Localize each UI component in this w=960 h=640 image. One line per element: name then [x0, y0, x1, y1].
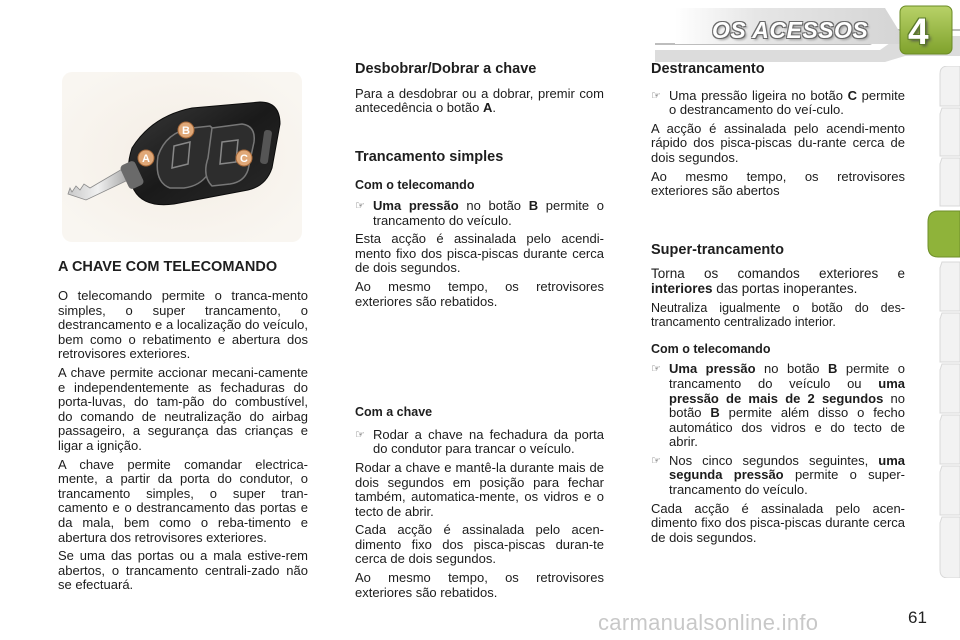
button-c-label: C: [240, 153, 248, 165]
key-lock-paragraph-2: Cada acção é assinalada pelo acen-dimento fixo dos pisca-piscas duran-te cerca de dois segundos.: [355, 522, 604, 567]
bullet-super-lock-1: ☞ Uma pressão no botão B permite o trancamento do veículo ou uma pressão de mais de 2 segundos no botão B permite além disso o fecho automático dos vidros e do tecto de abrir.: [651, 361, 905, 450]
section-heading-unlock: Destrancamento: [651, 61, 765, 77]
remote-key-illustration: [62, 72, 302, 242]
remote-lock-paragraph-1: Esta acção é assinalada pelo acendi-mento fixo dos pisca-piscas durante cerca de dois segundos.: [355, 231, 604, 276]
subheading-super-remote: Com o telecomando: [651, 341, 771, 356]
intro-paragraph-1: O telecomando permite o tranca-mento simples, o super trancamento, o destrancamento e a localização do veículo, bem como o rebatimento e abertura dos retrovisores exteriores.: [58, 288, 308, 362]
page-number: 61: [908, 608, 927, 627]
section-heading-super-lock: Super-trancamento: [651, 241, 784, 258]
bullet-key-lock: ☞ Rodar a chave na fechadura da porta do condutor para trancar o veículo.: [355, 426, 604, 457]
remote-lock-paragraph-2: Ao mesmo tempo, os retrovisores exteriores são rebatidos.: [355, 278, 604, 309]
intro-paragraph-3: A chave permite comandar electrica-mente, a partir da porta do condutor, o trancamento simples, o super tran-camento e o destrancamento das portas e da mala, bem como o reba-timento e abertura dos retrovisores exteriores.: [58, 456, 308, 545]
locking-column: [355, 62, 604, 604]
unfold-paragraph: Para a desdobrar ou a dobrar, premir com antecedência o botão A.: [355, 85, 604, 116]
pointing-hand-icon: ☞: [651, 89, 661, 102]
chapter-side-tabs: [926, 66, 960, 578]
bullet-remote-unlock: ☞ Uma pressão ligeira no botão C permite o destrancamento do veí-culo.: [651, 87, 905, 118]
bullet-super-lock-2: ☞ Nos cinco segundos seguintes, uma segunda pressão permite o super-trancamento do veículo.: [651, 452, 905, 498]
intro-column: [58, 260, 308, 597]
super-lock-paragraph-2: Neutraliza igualmente o botão do des-trancamento centralizado interior.: [651, 300, 905, 330]
unlock-paragraph-2: Ao mesmo tempo, os retrovisores exteriores são abertos: [651, 168, 905, 199]
unlock-paragraph-1: A acção é assinalada pelo acendi-mento rápido dos pisca-piscas du-rante cerca de dois segundos.: [651, 120, 905, 165]
pointing-hand-icon: ☞: [651, 363, 661, 376]
chapter-number: 4: [908, 11, 929, 52]
pointing-hand-icon: ☞: [355, 428, 365, 441]
section-heading-unfold: Desbobrar/Dobrar a chave: [355, 61, 537, 77]
pointing-hand-icon: ☞: [355, 199, 365, 212]
intro-paragraph-2: A chave permite accionar mecani-camente e independentemente as fechaduras do porta-luvas, do tam-pão do combustível, do comando de neutralização do airbag passageiro, a segurança das crianças e ligar a ignição.: [58, 364, 308, 453]
key-lock-paragraph-3: Ao mesmo tempo, os retrovisores exteriores são rebatidos.: [355, 570, 604, 600]
button-a-label: A: [142, 153, 150, 165]
bullet-remote-lock: ☞ Uma pressão no botão B permite o trancamento do veículo.: [355, 197, 604, 228]
section-heading-simple-lock: Trancamento simples: [355, 148, 504, 165]
key-lock-paragraph-1: Rodar a chave e mantê-la durante mais de dois segundos em posição para fechar também, automatica-mente, os vidros e o tecto de abrir.: [355, 459, 604, 519]
section-heading-remote-key: A CHAVE COM TELECOMANDO: [58, 259, 278, 275]
button-b-label: B: [182, 125, 190, 137]
pointing-hand-icon: ☞: [651, 454, 661, 467]
chapter-title: OS ACESSOS: [712, 17, 869, 43]
subheading-remote: Com o telecomando: [355, 178, 475, 193]
watermark: carmanualsonline.info: [598, 610, 819, 635]
super-lock-paragraph-1: Torna os comandos exteriores e interiores das portas inoperantes.: [651, 266, 905, 296]
button-ref-c: C: [847, 87, 857, 103]
unlocking-column: [651, 62, 905, 549]
button-ref-a: A: [482, 100, 493, 116]
subheading-key: Com a chave: [355, 405, 433, 420]
super-lock-paragraph-3: Cada acção é assinalada pelo acen-dimento fixo dos pisca-piscas durante cerca de dois segundos.: [651, 500, 905, 545]
intro-paragraph-4: Se uma das portas ou a mala estive-rem abertos, o trancamento centrali-zado não se efectuará.: [58, 548, 308, 593]
